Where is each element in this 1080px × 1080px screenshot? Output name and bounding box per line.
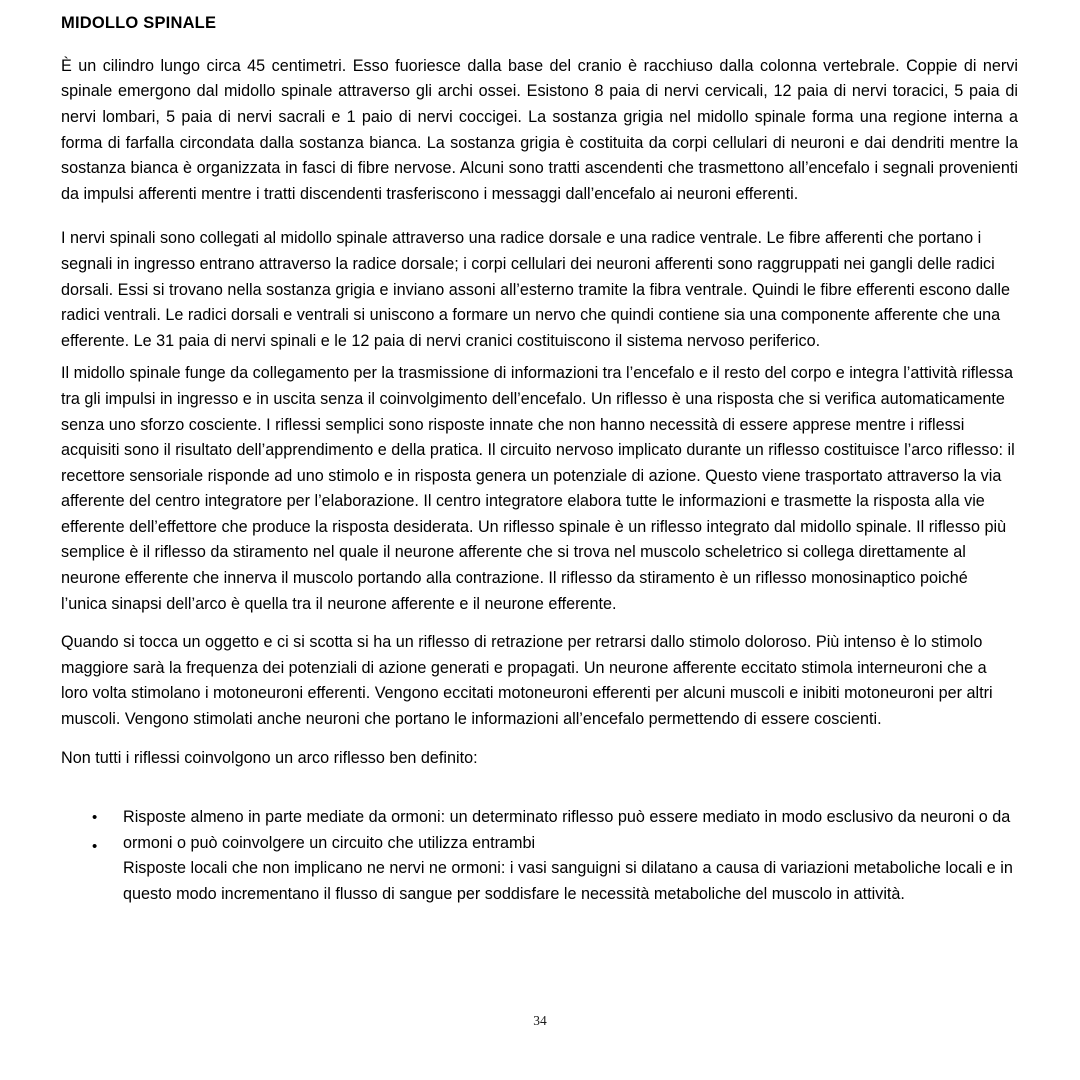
paragraph-spacer — [61, 617, 1018, 630]
paragraph-1: È un cilindro lungo circa 45 centimetri. Esso fuoriesce dalla base del cranio è racchiuso dalla colonna vertebrale. Coppie di nervi spinale emergono dal midollo spinale attraverso gli archi ossei. Esistono 8 paia di nervi cervicali, 12 paia di nervi toracici, 5 paia di nervi lombari, 5 paia di nervi sacrali e 1 paio di nervi coccigei. La sostanza grigia nel midollo spinale forma una regione interna a forma di farfalla circondata dalla sostanza bianca. La sostanza grigia è costituita da corpi cellulari di neuroni e dai dendriti mentre la sostanza bianca è organizzata in fasci di fibre nervose. Alcuni sono tratti ascendenti che trasmettono all’encefalo i segnali provenienti da impulsi afferenti mentre i tratti discendenti trasferiscono i messaggi dall’encefalo ai neuroni efferenti. — [61, 56, 1018, 203]
paragraph-5: Non tutti i riflessi coinvolgono un arco riflesso ben definito: — [61, 748, 478, 767]
list-spacer — [61, 771, 1018, 805]
paragraph-3: Il midollo spinale funge da collegamento per la trasmissione di informazioni tra l’encefalo e il resto del corpo e integra l’attività riflessa tra gli impulsi in ingresso e in uscita senza il coinvolgimento dell’encefalo. Un riflesso è una risposta che si verifica automaticamente senza uno sforzo cosciente. I riflessi semplici sono risposte innate che non hanno necessità di essere apprese mentre i riflessi acquisiti sono il risultato dell’apprendimento e della pratica. Il circuito nervoso implicato durante un riflesso costituisce l’arco riflesso: il recettore sensoriale risponde ad uno stimolo e in risposta genera un potenziale di azione. Questo viene trasportato attraverso la via afferente del centro integratore per l’elaborazione. Il centro integratore elabora tutte le informazioni e trasmette la risposta alla vie efferente dell’effettore che produce la risposta desiderata. Un riflesso spinale è un riflesso integrato dal midollo spinale. Il riflesso più semplice è il riflesso da stiramento nel quale il neurone afferente che si trova nel muscolo scheletrico si collega direttamente al neurone efferente che innerva il muscolo portando alla contrazione. Il riflesso da stiramento è un riflesso monosinaptico poiché l’unica sinapsi dell’arco è quella tra il neurone afferente e il neurone efferente. — [61, 364, 1015, 613]
list-item — [61, 838, 1018, 907]
paragraph-spacer — [61, 733, 1018, 746]
page-number: 34 — [533, 1013, 547, 1028]
list-item — [61, 805, 1018, 856]
paragraph-spacer — [61, 354, 1018, 361]
paragraph-spacer — [61, 207, 1018, 226]
list-item-text: Risposte almeno in parte mediate da ormoni: un determinato riflesso può essere mediato in modo esclusivo da neuroni o da ormoni o può coinvolgere un circuito che utilizza entrambi — [123, 808, 1011, 852]
paragraph-2: I nervi spinali sono collegati al midollo spinale attraverso una radice dorsale e una radice ventrale. Le fibre afferenti che portano i segnali in ingresso entrano attraverso la radice dorsale; i corpi cellulari dei neuroni afferenti sono raggruppati nei gangli delle radici dorsali. Essi si trovano nella sostanza grigia e inviano assoni all’esterno tramite la fibra ventrale. Quindi le fibre efferenti escono dalle radici ventrali. Le radici dorsali e ventrali si uniscono a formare un nervo che quindi contiene sia una componente afferente che una efferente. Le 31 paia di nervi spinali e le 12 paia di nervi cranici costituiscono il sistema nervoso periferico. — [61, 229, 1010, 350]
bullet-marker-icon: • — [92, 809, 98, 827]
list-item-text: Risposte locali che non implicano ne nervi ne ormoni: i vasi sanguigni si dilatano a causa di variazioni metaboliche locali e in questo modo incrementano il flusso di sangue per soddisfare le necessità metaboliche del muscolo in attività. — [123, 859, 1013, 904]
bullet-list — [61, 805, 1018, 907]
bullet-marker-icon: • — [92, 838, 98, 856]
paragraph-4: Quando si tocca un oggetto e ci si scotta si ha un riflesso di retrazione per retrarsi dallo stimolo doloroso. Più intenso è lo stimolo maggiore sarà la frequenza dei potenziali di azione generati e propagati. Un neurone afferente eccitato stimola interneuroni che a loro volta stimolano i motoneuroni efferenti. Vengono eccitati motoneuroni efferenti per alcuni muscoli e inibiti motoneuroni per altri muscoli. Vengono stimolati anche neuroni che portano le informazioni all’encefalo permettendo di essere coscienti. — [61, 633, 993, 729]
page-title: MIDOLLO SPINALE — [61, 14, 217, 32]
